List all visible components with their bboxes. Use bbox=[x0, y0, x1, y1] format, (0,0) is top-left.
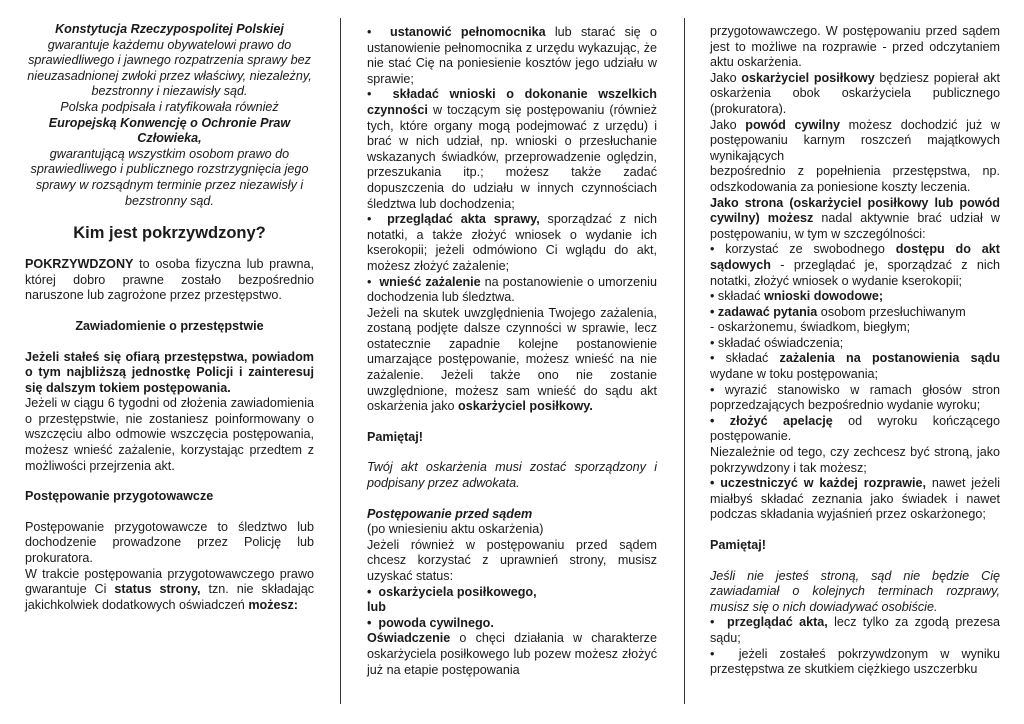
section-heading-court: Postępowanie przed sądem bbox=[367, 506, 533, 521]
right-statements: • składać oświadczenia; bbox=[710, 335, 844, 350]
definition-paragraph bbox=[25, 257, 314, 304]
right-questions bbox=[710, 305, 1000, 321]
list-item-view-files-text: lecz tylko za zgodą prezesa sądu; bbox=[710, 615, 1000, 645]
column-right bbox=[710, 24, 1000, 678]
convention-name: Europejską Konwencję o Ochronie Praw Człowieka, bbox=[48, 115, 291, 146]
list-item-attorney bbox=[367, 25, 657, 87]
right-appeals-decisions-prefix: • składać bbox=[710, 351, 780, 366]
civil-plaintiff-bold: powód cywilny bbox=[745, 117, 841, 132]
list-item-view-files bbox=[710, 615, 1000, 646]
constitution-text: gwarantuje każdemu obywatelowi prawo do sprawiedliwego i jawnego rozpatrzenia sprawy bez nieuzasadnionej zwłoki przez właściwy, niezależny, bezstronny i niezawisły sąd. bbox=[27, 37, 312, 99]
list-item-complaint bbox=[367, 275, 657, 306]
bullet-icon: • bbox=[367, 212, 388, 227]
complaint-followup bbox=[367, 306, 657, 415]
party-status: status strony, bbox=[114, 582, 201, 597]
right-evidence-bold: wnioski dowodowe; bbox=[764, 289, 884, 304]
right-questions-detail: - oskarżonemu, świadkom, biegłym; bbox=[710, 320, 911, 335]
bullet-icon: • bbox=[710, 615, 728, 630]
complaint-followup-bold: oskarżyciel posiłkowy. bbox=[458, 399, 593, 414]
list-item-attorney-text: lub starać się o ustanowienie pełnomocnika z urzędu wykazując, że nie stać Cię na poniesienie kosztów jego udziału w sprawie; bbox=[367, 25, 657, 86]
preparatory-text-b: tzn. nie składając jakichkolwiek dodatkowych oświadczeń bbox=[25, 582, 314, 612]
bullet-icon: • bbox=[367, 274, 380, 289]
civil-plaintiff-paragraph bbox=[710, 118, 1000, 165]
list-item-serious-harm-text: jeżeli zostałeś pokrzywdzonym w wyniku przestępstwa ze skutkiem ciężkiego uszczerbku bbox=[710, 646, 1000, 677]
list-item-serious-harm bbox=[710, 647, 1000, 678]
notice-paragraph: Jeżeli w ciągu 6 tygodni od złożenia zawiadomienia o przestępstwie, nie zostaniesz poinformowany o wszczęciu albo odmowie wszczęcia postępowania, możesz wnieść zażalenie, korzystając przedtem z możliwości przejrzenia akt. bbox=[25, 396, 314, 473]
right-appeal-verdict bbox=[710, 414, 1000, 445]
list-item-view-files-bold: przeglądać akta, bbox=[727, 615, 828, 630]
status-option-plaintiff-text: powoda cywilnego. bbox=[378, 615, 494, 630]
court-subheading: (po wniesieniu aktu oskarżenia) bbox=[367, 522, 544, 537]
bullet-icon: • bbox=[367, 615, 379, 630]
right-appeals-decisions bbox=[710, 351, 1000, 382]
list-item-motions-text: w toczącym się postępowaniu (również tych, które organy mogą podejmować z urzędu) i brać w nich udział, np. wnioski o przesłuchanie wskazanych świadków, przeprowadzenie oględzin, przeszukania itp.; możesz także zadać dopuszczenia do udziału w innych czynnościach śledztwa lub dochodzenia; bbox=[367, 102, 657, 211]
list-item-files-bold: przeglądać akta sprawy, bbox=[387, 212, 540, 227]
right-questions-bold: • zadawać pytania bbox=[710, 304, 818, 319]
section-heading-notice: Zawiadomienie o przestępstwie bbox=[75, 318, 264, 333]
right-attend-hearing-text: nawet jeżeli miałbyś składać zeznania jako świadek i nawet podczas składania wyjaśnień przez oskarżonego; bbox=[710, 476, 1001, 522]
ratification-text: Polska podpisała i ratyfikowała również bbox=[60, 99, 279, 114]
bullet-icon: • bbox=[367, 87, 393, 102]
right-access-files-prefix: • korzystać ze swobodnego bbox=[710, 242, 896, 257]
notice-bold-paragraph: Jeżeli stałeś się ofiarą przestępstwa, powiadom o tym najbliższą jednostkę Policji i zainteresuj się dalszym tokiem postępowania. bbox=[25, 349, 314, 395]
list-item-attorney-bold: ustanowić pełnomocnika bbox=[390, 25, 546, 39]
may-label: możesz: bbox=[248, 597, 298, 612]
right-appeals-decisions-bold: zażalenia na postanowienia sądu bbox=[779, 351, 1001, 366]
civil-plaintiff-prefix: Jako bbox=[710, 117, 746, 132]
right-access-files bbox=[710, 242, 1000, 289]
preparatory-paragraph-2 bbox=[25, 567, 314, 614]
right-access-files-bold: dostępu do akt sądowych bbox=[710, 242, 1000, 272]
party-rights-bold: Jako strona (oskarżyciel posiłkowy lub powód cywilny) możesz bbox=[710, 195, 1000, 226]
list-item-motions-bold: składać wnioski o dokonanie wszelkich czynności bbox=[367, 87, 657, 117]
constitution-heading: Konstytucja Rzeczypospolitej Polskiej bbox=[55, 22, 284, 36]
party-rights-paragraph bbox=[710, 196, 1000, 243]
right-attend-hearing bbox=[710, 476, 1000, 523]
remember-note: Twój akt oskarżenia musi zostać sporządzony i podpisany przez adwokata. bbox=[367, 460, 657, 491]
right-appeal-verdict-text: od wyroku kończącego postępowanie. bbox=[710, 413, 1000, 444]
right-appeals-decisions-text: wydane w toku postępowania; bbox=[710, 367, 879, 382]
auxiliary-prosecutor-prefix: Jako bbox=[710, 70, 742, 85]
column-left bbox=[25, 22, 314, 613]
definition-term: POKRZYWDZONY bbox=[25, 257, 134, 272]
right-evidence-prefix: • składać bbox=[710, 289, 765, 304]
bullet-icon: • bbox=[367, 25, 391, 39]
auxiliary-prosecutor-bold: oskarżyciel posiłkowy bbox=[741, 70, 875, 85]
declaration-bold: Oświadczenie bbox=[367, 631, 451, 646]
convention-text: gwarantującą wszystkim osobom prawo do sprawiedliwego i publicznego rozstrzygnięcia jego sprawy w rozsądnym terminie przez niezawisły i bezstronny sąd. bbox=[30, 146, 309, 208]
remember-heading-2: Pamiętaj! bbox=[710, 538, 766, 552]
right-final-statement: • wyrazić stanowisko w ramach głosów stron poprzedzających bezpośrednio wydanie wyroku; bbox=[710, 382, 1000, 413]
bullet-icon: • bbox=[710, 646, 739, 661]
list-item-files-text: sporządzać z nich notatki, a także złożyć wniosek o wydanie ich kserokopii; jeżeli odmówiono Ci wglądu do akt, możesz złożyć zażalenie; bbox=[367, 212, 657, 273]
victim-rights-intro: Niezależnie od tego, czy zechcesz być stroną, jako pokrzywdzony i tak możesz; bbox=[710, 445, 1000, 475]
page-title: Kim jest pokrzywdzony? bbox=[73, 224, 266, 243]
list-item-complaint-bold: wnieść zażalenie bbox=[379, 274, 481, 289]
status-option-prosecutor bbox=[367, 585, 657, 601]
list-item-files bbox=[367, 212, 657, 274]
right-questions-text: osobom przesłuchiwanym bbox=[817, 304, 966, 319]
column-divider-right bbox=[684, 18, 685, 704]
section-heading-preparatory: Postępowanie przygotowawcze bbox=[25, 489, 214, 504]
list-item-motions bbox=[367, 87, 657, 212]
party-rights-text: nadal aktywnie brać udział w postępowaniu, w tym w szczególności: bbox=[710, 211, 1001, 241]
status-option-prosecutor-text: oskarżyciela posiłkowego, bbox=[378, 584, 537, 599]
declaration-paragraph bbox=[367, 631, 657, 678]
court-paragraph: Jeżeli również w postępowaniu przed sądem chcesz korzystać z uprawnień strony, musisz uzyskać status: bbox=[367, 537, 657, 583]
preparatory-paragraph-1: Postępowanie przygotowawcze to śledztwo lub dochodzenie prowadzone przez Policję lub prokuratora. bbox=[25, 519, 314, 566]
list-item-complaint-text: na postanowienie o umorzeniu dochodzenia lub śledztwa. bbox=[367, 274, 657, 305]
remember-heading: Pamiętaj! bbox=[367, 429, 423, 444]
auxiliary-prosecutor-text: będziesz popierał akt oskarżenia obok oskarżyciela publicznego (prokuratora). bbox=[710, 70, 1000, 116]
bullet-icon: • bbox=[367, 584, 379, 599]
right-appeal-verdict-bold: • złożyć apelację bbox=[710, 413, 833, 428]
preparatory-text-a: W trakcie postępowania przygotowawczego prawo gwarantuje Ci bbox=[25, 566, 314, 597]
declaration-text: o chęci działania w charakterze oskarżyciela posiłkowego lub pozew możesz złożyć już na etapie postępowania bbox=[367, 631, 657, 677]
status-option-plaintiff bbox=[367, 616, 657, 632]
column-middle bbox=[367, 25, 657, 678]
column-divider-left bbox=[340, 18, 341, 704]
right-attend-hearing-bold: • uczestniczyć w każdej rozprawie, bbox=[710, 476, 927, 491]
civil-plaintiff-text: możesz dochodzić już w postępowaniu karnym roszczeń majątkowych wynikających bbox=[710, 117, 1000, 163]
remember-note-2: Jeśli nie jesteś stroną, sąd nie będzie Cię zawiadamiał o kolejnych terminach rozprawy, musisz się o nich dowiadywać osobiście. bbox=[710, 568, 1000, 614]
right-access-files-text: - przeglądać je, sporządzać z nich notatki, złożyć wniosek o wydanie kserokopii; bbox=[710, 257, 1000, 288]
continuation-paragraph: przygotowawczego. W postępowaniu przed sądem jest to możliwe na rozprawie - przed odczytaniem aktu oskarżenia. bbox=[710, 24, 1000, 70]
compensation-paragraph: bezpośrednio z popełnienia przestępstwa, np. odszkodowania za poniesione koszty leczenia. bbox=[710, 164, 1000, 194]
status-or: lub bbox=[367, 600, 386, 615]
definition-text: to osoba fizyczna lub prawna, której dobro prawne zostało bezpośrednio naruszone lub zagrożone przez przestępstwo. bbox=[25, 257, 314, 303]
auxiliary-prosecutor-paragraph bbox=[710, 71, 1000, 118]
right-evidence bbox=[710, 289, 1000, 305]
complaint-followup-text: Jeżeli na skutek uwzględnienia Twojego zażalenia, zostaną podjęte dalsze czynności w sprawie, lecz ostatecznie zapadnie kolejne postanowienie umarzające postępowanie, możesz wnieść na nie zażalenie. Jeżeli także ono nie zostanie uwzględnione, możesz sam wnieść do sądu akt oskarżenia jako bbox=[367, 305, 657, 414]
